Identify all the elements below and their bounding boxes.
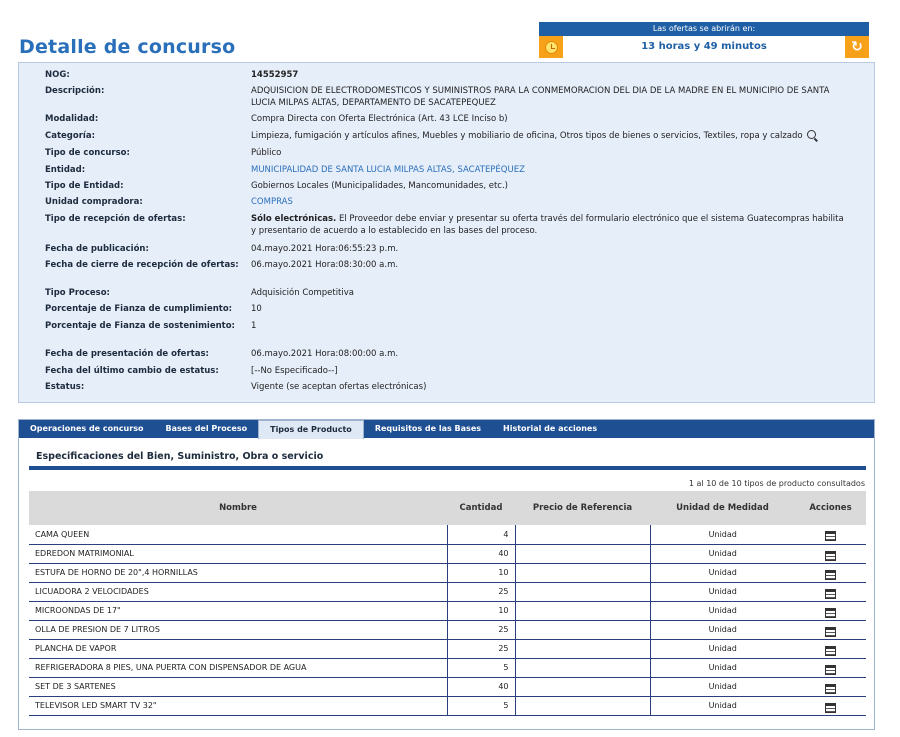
table-row bbox=[29, 696, 866, 715]
detail-value-text: Adquisición Competitiva bbox=[251, 288, 354, 298]
actions-cell bbox=[795, 525, 866, 544]
page-title: Detalle de concurso bbox=[19, 36, 236, 58]
tender-detail-panel bbox=[18, 62, 875, 403]
detail-value-text: ADQUISICION DE ELECTRODOMESTICOS Y SUMINISTROS PARA LA CONMEMORACION DEL DIA DE LA MADRE EN EL MUNICIPIO DE SANTA LUCIA MILPAS ALTAS, DEPARTAMENTO DE SACATEPEQUEZ bbox=[251, 86, 830, 108]
table-row bbox=[29, 525, 866, 544]
detail-sheet-icon[interactable] bbox=[825, 551, 836, 561]
detail-value bbox=[251, 130, 851, 142]
tab-requisitos[interactable]: Requisitos de las Bases bbox=[374, 424, 482, 433]
tab-operaciones[interactable]: Operaciones de concurso bbox=[30, 424, 144, 433]
tab-historial[interactable]: Historial de acciones bbox=[503, 424, 598, 433]
detail-value-text: 06.mayo.2021 Hora:08:00:00 a.m. bbox=[251, 349, 399, 359]
detail-label: Modalidad: bbox=[45, 114, 99, 124]
tabs-panel bbox=[18, 419, 875, 730]
detail-value bbox=[251, 180, 851, 192]
detail-value bbox=[251, 348, 851, 360]
results-count: 1 al 10 de 10 tipos de producto consultados bbox=[688, 479, 865, 488]
countdown-header: Las ofertas se abrirán en: bbox=[539, 22, 869, 36]
tab-tipos-producto[interactable]: Tipos de Producto bbox=[258, 420, 364, 439]
detail-label: Tipo de Entidad: bbox=[45, 181, 124, 191]
unit-of-measure: Unidad bbox=[650, 639, 795, 658]
reference-price bbox=[515, 601, 650, 620]
detail-label: NOG: bbox=[45, 70, 70, 80]
detail-sheet-icon[interactable] bbox=[825, 531, 836, 541]
detail-value bbox=[251, 113, 851, 125]
actions-cell bbox=[795, 601, 866, 620]
detail-label: Estatus: bbox=[45, 382, 85, 392]
col-cantidad-header[interactable]: Cantidad bbox=[447, 491, 515, 525]
reference-price bbox=[515, 658, 650, 677]
detail-value-text: Gobiernos Locales (Municipalidades, Mancomunidades, etc.) bbox=[251, 181, 508, 191]
product-name: REFRIGERADORA 8 PIES, UNA PUERTA CON DISPENSADOR DE AGUA bbox=[29, 658, 447, 677]
unit-of-measure: Unidad bbox=[650, 620, 795, 639]
detail-value-text: 04.mayo.2021 Hora:06:55:23 p.m. bbox=[251, 244, 399, 254]
unit-of-measure: Unidad bbox=[650, 544, 795, 563]
reference-price bbox=[515, 696, 650, 715]
detail-value-text: 14552957 bbox=[251, 70, 299, 80]
actions-cell bbox=[795, 677, 866, 696]
product-name: TELEVISOR LED SMART TV 32" bbox=[29, 696, 447, 715]
detail-label: Tipo de concurso: bbox=[45, 148, 130, 158]
unit-of-measure: Unidad bbox=[650, 525, 795, 544]
unit-of-measure: Unidad bbox=[650, 677, 795, 696]
product-quantity: 10 bbox=[447, 563, 515, 582]
detail-label: Porcentaje de Fianza de cumplimiento: bbox=[45, 304, 233, 314]
product-quantity: 10 bbox=[447, 601, 515, 620]
clock-icon bbox=[539, 36, 563, 58]
product-quantity: 40 bbox=[447, 677, 515, 696]
table-row bbox=[29, 544, 866, 563]
detail-label: Porcentaje de Fianza de sostenimiento: bbox=[45, 321, 235, 331]
detail-value-text: Limpieza, fumigación y artículos afines, Muebles y mobiliario de oficina, Otros tipos de bienes o servicios, Textiles, ropa y calzado bbox=[251, 131, 803, 141]
actions-cell bbox=[795, 563, 866, 582]
col-precio-header[interactable]: Precio de Referencia bbox=[515, 491, 650, 525]
detail-sheet-icon[interactable] bbox=[825, 665, 836, 675]
table-header-row bbox=[29, 491, 866, 525]
detail-value bbox=[251, 164, 851, 176]
product-quantity: 5 bbox=[447, 696, 515, 715]
actions-cell bbox=[795, 544, 866, 563]
search-icon[interactable] bbox=[807, 130, 816, 139]
detail-sheet-icon[interactable] bbox=[825, 684, 836, 694]
detail-value bbox=[251, 147, 851, 159]
unidad-compradora-link[interactable]: COMPRAS bbox=[251, 197, 293, 207]
table-row bbox=[29, 601, 866, 620]
reference-price bbox=[515, 582, 650, 601]
unit-of-measure: Unidad bbox=[650, 696, 795, 715]
unit-of-measure: Unidad bbox=[650, 563, 795, 582]
table-row bbox=[29, 658, 866, 677]
detail-value bbox=[251, 69, 851, 81]
table-row bbox=[29, 639, 866, 658]
product-name: CAMA QUEEN bbox=[29, 525, 447, 544]
product-name: PLANCHA DE VAPOR bbox=[29, 639, 447, 658]
detail-value-text: Público bbox=[251, 148, 282, 158]
reference-price bbox=[515, 525, 650, 544]
tab-bases[interactable]: Bases del Proceso bbox=[165, 424, 248, 433]
detail-value-text: 10 bbox=[251, 304, 262, 314]
product-table bbox=[29, 491, 866, 716]
product-quantity: 4 bbox=[447, 525, 515, 544]
product-name: SET DE 3 SARTENES bbox=[29, 677, 447, 696]
detail-sheet-icon[interactable] bbox=[825, 646, 836, 656]
detail-label: Fecha de cierre de recepción de ofertas: bbox=[45, 260, 239, 270]
unit-of-measure: Unidad bbox=[650, 658, 795, 677]
detail-sheet-icon[interactable] bbox=[825, 589, 836, 599]
detail-value bbox=[251, 287, 851, 299]
detail-sheet-icon[interactable] bbox=[825, 570, 836, 580]
unit-of-measure: Unidad bbox=[650, 582, 795, 601]
reference-price bbox=[515, 677, 650, 696]
detail-label: Fecha del último cambio de estatus: bbox=[45, 366, 219, 376]
offers-countdown bbox=[539, 22, 869, 58]
table-row bbox=[29, 677, 866, 696]
detail-value bbox=[251, 381, 851, 393]
tab-bar bbox=[19, 420, 874, 438]
product-quantity: 5 bbox=[447, 658, 515, 677]
detail-label: Entidad: bbox=[45, 165, 86, 175]
product-quantity: 25 bbox=[447, 639, 515, 658]
detail-label: Categoría: bbox=[45, 131, 95, 141]
detail-label: Unidad compradora: bbox=[45, 197, 143, 207]
reference-price bbox=[515, 563, 650, 582]
detail-sheet-icon[interactable] bbox=[825, 703, 836, 713]
detail-label: Fecha de publicación: bbox=[45, 244, 149, 254]
actions-cell bbox=[795, 620, 866, 639]
countdown-body bbox=[539, 36, 869, 58]
actions-cell bbox=[795, 639, 866, 658]
detail-value-text: Vigente (se aceptan ofertas electrónicas) bbox=[251, 382, 427, 392]
table-row bbox=[29, 582, 866, 601]
detail-value-text: 1 bbox=[251, 321, 257, 331]
detail-value-text: Compra Directa con Oferta Electrónica (Art. 43 LCE Inciso b) bbox=[251, 114, 508, 124]
entidad-link[interactable]: MUNICIPALIDAD DE SANTA LUCIA MILPAS ALTAS, SACATEPÉQUEZ bbox=[251, 165, 525, 175]
product-quantity: 25 bbox=[447, 582, 515, 601]
detail-value-text: [--No Especificado--] bbox=[251, 366, 338, 376]
detail-value-text: 06.mayo.2021 Hora:08:30:00 a.m. bbox=[251, 260, 399, 270]
product-quantity: 40 bbox=[447, 544, 515, 563]
reference-price bbox=[515, 620, 650, 639]
actions-cell bbox=[795, 582, 866, 601]
detail-value bbox=[251, 213, 851, 237]
detail-label: Tipo de recepción de ofertas: bbox=[45, 214, 186, 224]
product-quantity: 25 bbox=[447, 620, 515, 639]
refresh-icon[interactable]: ↻ bbox=[851, 39, 863, 55]
col-nombre-header[interactable]: Nombre bbox=[29, 491, 447, 525]
section-divider bbox=[29, 466, 866, 470]
section-title: Especificaciones del Bien, Suministro, Obra o servicio bbox=[36, 451, 324, 462]
countdown-time: 13 horas y 49 minutos bbox=[563, 36, 845, 58]
detail-value bbox=[251, 196, 851, 208]
detail-value bbox=[251, 320, 851, 332]
detail-sheet-icon[interactable] bbox=[825, 608, 836, 618]
detail-value bbox=[251, 85, 851, 109]
product-name: LICUADORA 2 VELOCIDADES bbox=[29, 582, 447, 601]
col-acciones-header[interactable]: Acciones bbox=[795, 491, 866, 525]
reference-price bbox=[515, 544, 650, 563]
product-name: ESTUFA DE HORNO DE 20",4 HORNILLAS bbox=[29, 563, 447, 582]
detail-label: Fecha de presentación de ofertas: bbox=[45, 349, 209, 359]
unit-of-measure: Unidad bbox=[650, 601, 795, 620]
product-name: MICROONDAS DE 17" bbox=[29, 601, 447, 620]
detail-value-text: El Proveedor debe enviar y presentar su oferta través del formulario electrónico que el sistema Guatecompras habilita y presentario de acuerdo a lo establecido en las bases del proceso. bbox=[251, 214, 844, 236]
actions-cell bbox=[795, 696, 866, 715]
product-name: EDREDON MATRIMONIAL bbox=[29, 544, 447, 563]
detail-value bbox=[251, 303, 851, 315]
col-unidad-header[interactable]: Unidad de Medidad bbox=[650, 491, 795, 525]
table-row bbox=[29, 563, 866, 582]
detail-value bbox=[251, 243, 851, 255]
detail-sheet-icon[interactable] bbox=[825, 627, 836, 637]
table-row bbox=[29, 620, 866, 639]
detail-label: Descripción: bbox=[45, 86, 105, 96]
detail-value-bold: Sólo electrónicas. bbox=[251, 214, 337, 224]
product-name: OLLA DE PRESION DE 7 LITROS bbox=[29, 620, 447, 639]
actions-cell bbox=[795, 658, 866, 677]
detail-value bbox=[251, 365, 851, 377]
reference-price bbox=[515, 639, 650, 658]
detail-value bbox=[251, 259, 851, 271]
detail-label: Tipo Proceso: bbox=[45, 288, 110, 298]
